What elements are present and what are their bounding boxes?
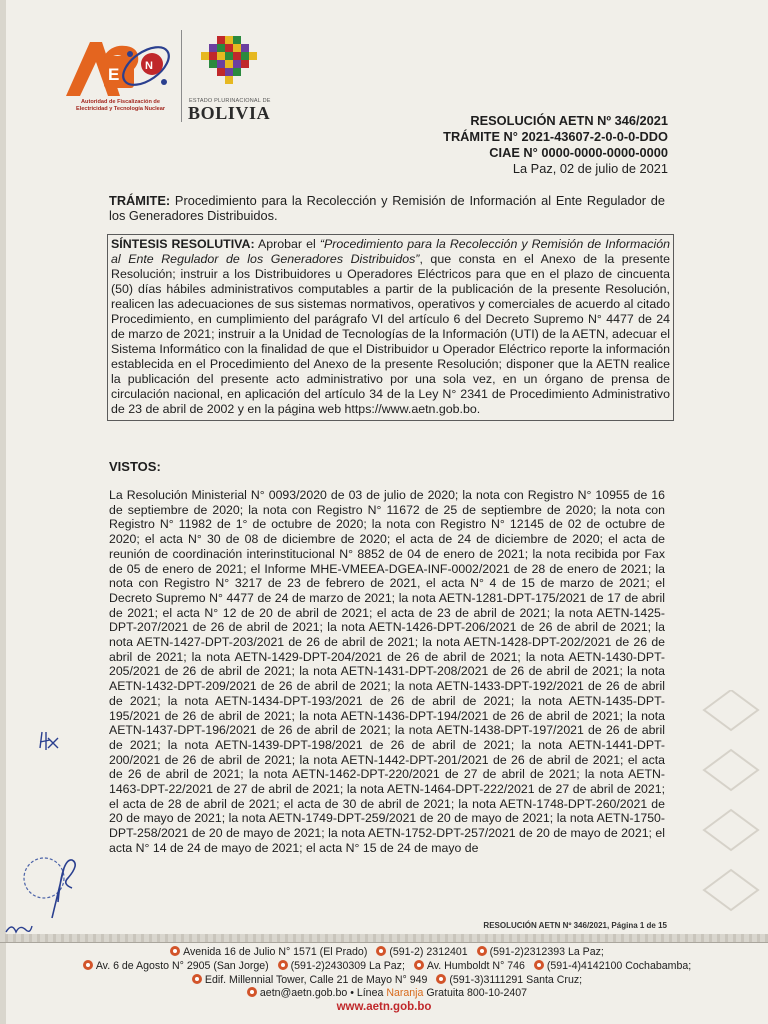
fax-icon (477, 946, 487, 956)
free-line-naranja: Naranja (386, 987, 424, 1000)
vistos-paragraph: La Resolución Ministerial N° 0093/2020 de 03 de julio de 2020; la nota con Registro N° 10955 de 16 de septiembre de 2020; la nota con Registro N° 11672 de 25 de septiembre de 2020; la nota con Registro N° 11982 de 1° de octubre de 2020; la nota con Registro N° 12145 de 02 de octubre de 2020; el acta N° 30 de 08 de diciembre de 2020; el acta de 24 de diciembre de 2020; el acta de reunión de coordinación interinstitucional N° 8852 de 04 de enero de 2021; la nota recibida por Fax de 05 de enero de 2021; el Informe MHE-VMEEA-DGEA-INF-0002/2021 de 28 de enero de 2021; la nota con Registro N° 3217 de 23 de febrero de 2021, el acta N° 4 de 15 de marzo de 2021; el Decreto Supremo N° 4477 de 24 de marzo de 2021; la nota AETN-1281-DPT-175/2021 de 17 de abril de 2021; el acta N° 12 de 20 de abril de 2021; el acta de 23 de abril de 2021; la nota AETN-1425-DPT-207/2021 de 26 de abril de 2021; la nota AETN-1426-DPT-206/2021 de 26 de abril de 2021; la nota AETN-1427-DPT-203/2021 de 26 de abril de 2021; la nota AETN-1428-DPT-202/2021 de 26 de abril de 2021; la nota AETN-1429-DPT-204/2021 de 26 de abril de 2021; la nota AETN-1430-DPT-205/2021 de 26 de abril de 2021; la nota AETN-1431-DPT-208/2021 de 26 de abril de 2021; la nota AETN-1432-DPT-209/2021 de 26 de abril de 2021; la nota AETN-1433-DPT-192/2021 de 26 de abril de 2021; la nota AETN-1434-DPT-193/2021 de 26 de abril de 2021; la nota AETN-1435-DPT-195/2021 de 26 de abril de 2021; la nota AETN-1436-DPT-194/2021 de 26 de abril de 2021; la nota AETN-1437-DPT-196/2021 de 26 de abril de 2021; la nota AETN-1438-DPT-197/2021 de 26 de abril de 2021; la nota AETN-1439-DPT-198/2021 de 26 de abril de 2021; la nota AETN-1441-DPT-200/2021 de 26 de abril de 2021; la nota AETN-1442-DPT-201/2021 de 26 de abril de 2021; el acta de 26 de abril de 2021; la nota AETN-1462-DPT-220/2021 de 27 de abril de 2021; la nota AETN-1463-DPT-22/2021 de 27 de abril de 2021; la nota AETN-1464-DPT-222/2021 de 27 de abril de 2021; el acta de 28 de abril de 2021; el acta de 30 de abril de 2021; la nota AETN-1748-DPT-260/2021 de 20 de mayo de 2021; la nota AETN-1749-DPT-259/2021 de 20 de mayo de 2021; la nota AETN-1750-DPT-258/2021 de 20 de mayo de 2021; la nota AETN-1752-DPT-257/2021 de 20 de mayo de 2021; el acta N° 14 de 24 de mayo de 2021; el acta N° 15 de 24 de mayo de (109, 488, 665, 855)
ink-stamp (22, 848, 84, 922)
svg-text:N: N (145, 60, 153, 72)
contacts-footer (0, 946, 768, 1015)
paper-edge (0, 0, 6, 1024)
org-name-line1: Autoridad de Fiscalización de (81, 99, 160, 105)
free-line-number: Gratuita 800-10-2407 (423, 987, 528, 1000)
org-name-line2: Electricidad y Tecnología Nuclear (75, 106, 166, 112)
contacts-line-3 (0, 974, 768, 988)
sintesis-box (107, 234, 674, 421)
tramite-label: TRÁMITE: (109, 193, 171, 208)
tramite-paragraph (109, 193, 665, 223)
reference-block (443, 113, 668, 177)
sintesis-procedure-title: “Procedimiento para la Recolección y Remisión de Información al Ente Regulador de los Generadores Distribuidos” (111, 237, 670, 266)
ciae-number: CIAE N° 0000-0000-0000-0000 (489, 145, 668, 160)
free-line-prefix: • Línea (347, 987, 387, 1000)
tramite-number: TRÁMITE N° 2021-43607-2-0-0-0-DDO (443, 129, 668, 144)
decorative-band (0, 934, 768, 942)
contacts-line-4 (0, 987, 768, 1001)
state-label: ESTADO PLURINACIONAL DE (189, 98, 271, 104)
location-icon (83, 960, 93, 970)
band-divider (0, 942, 768, 943)
sintesis-text-b: , que consta en el Anexo de la presente Resolución; instruir a los Distribuidores u Operadores Eléctricos para que en el plazo de cincuenta (50) días hábiles administrativos computables a partir de la publicación de la presente Resolución, realicen las adecuaciones de sus sistemas normativos, operativos y comerciales de acuerdo al citado Procedimiento, en cumplimiento del parágrafo VI del artículo 6 del Decreto Supremo N° 4477 de 24 de marzo de 2021; instruir a la Unidad de Tecnologías de la Información (UTI) de la AETN, adecuar el Sistema Informático con la finalidad de que el Distribuidor u Operador Eléctrico reporte la información establecida en el Procedimiento del Anexo de la presente Resolución; disponer que la AETN realice la publicación del presente acto administrativo por una sola vez, en un órgano de prensa de circulación nacional, en aplicación del artículo 34 de la Ley N° 2341 de Procedimiento Administrativo de 23 de abril de 2002 y en la página web https://www.aetn.gob.bo. (111, 252, 671, 416)
phone-icon (534, 960, 544, 970)
address-cochabamba: Av. Humboldt N° 746 (426, 959, 525, 972)
vistos-heading: VISTOS: (109, 459, 161, 474)
org-name (63, 99, 178, 113)
location-icon (170, 946, 180, 956)
address-el-prado: Avenida 16 de Julio N° 1571 (El Prado) (183, 946, 368, 958)
location-icon (192, 974, 202, 984)
contacts-line-1 (0, 946, 768, 960)
logo-divider (181, 30, 182, 122)
phone-icon (436, 974, 446, 984)
contacts-line-2 (0, 960, 768, 974)
sintesis-text-a: Aprobar el (254, 237, 320, 251)
resolution-number: RESOLUCIÓN AETN Nº 346/2021 (470, 113, 668, 128)
tramite-text: Procedimiento para la Recolección y Remisión de Información al Ente Regulador de los Generadores Distribuidos. (109, 193, 665, 223)
location-icon (414, 960, 424, 970)
phone-icon (278, 960, 288, 970)
phone-cochabamba: (591-4)4142100 Cochabamba; (546, 959, 692, 972)
email-link[interactable]: aetn@aetn.gob.bo (259, 987, 348, 1000)
address-santa-cruz: Edif. Millennial Tower, Calle 21 de Mayo N° 949 (204, 973, 428, 986)
svg-text:E: E (108, 65, 120, 84)
page-footer: RESOLUCIÓN AETN Nº 346/2021, Página 1 de 15 (483, 921, 667, 930)
website-link[interactable]: www.aetn.gob.bo (336, 1001, 432, 1014)
country-name: BOLIVIA (188, 103, 271, 123)
bolivia-emblem (197, 34, 265, 86)
background-pattern (694, 690, 768, 920)
place-date: La Paz, 02 de julio de 2021 (512, 161, 668, 176)
phone-icon (376, 946, 386, 956)
fax-la-paz: (591-2)2312393 La Paz; (489, 946, 604, 958)
sintesis-label: SÍNTESIS RESOLUTIVA: (111, 237, 255, 251)
email-icon (247, 987, 257, 997)
address-san-jorge: Av. 6 de Agosto N° 2905 (San Jorge) (95, 959, 269, 972)
handwritten-mark (36, 728, 62, 752)
phone-la-paz: (591-2) 2312401 (389, 946, 468, 958)
phone-santa-cruz: (591-3)3111291 Santa Cruz; (449, 973, 583, 986)
phone-san-jorge: (591-2)2430309 La Paz; (290, 959, 405, 972)
